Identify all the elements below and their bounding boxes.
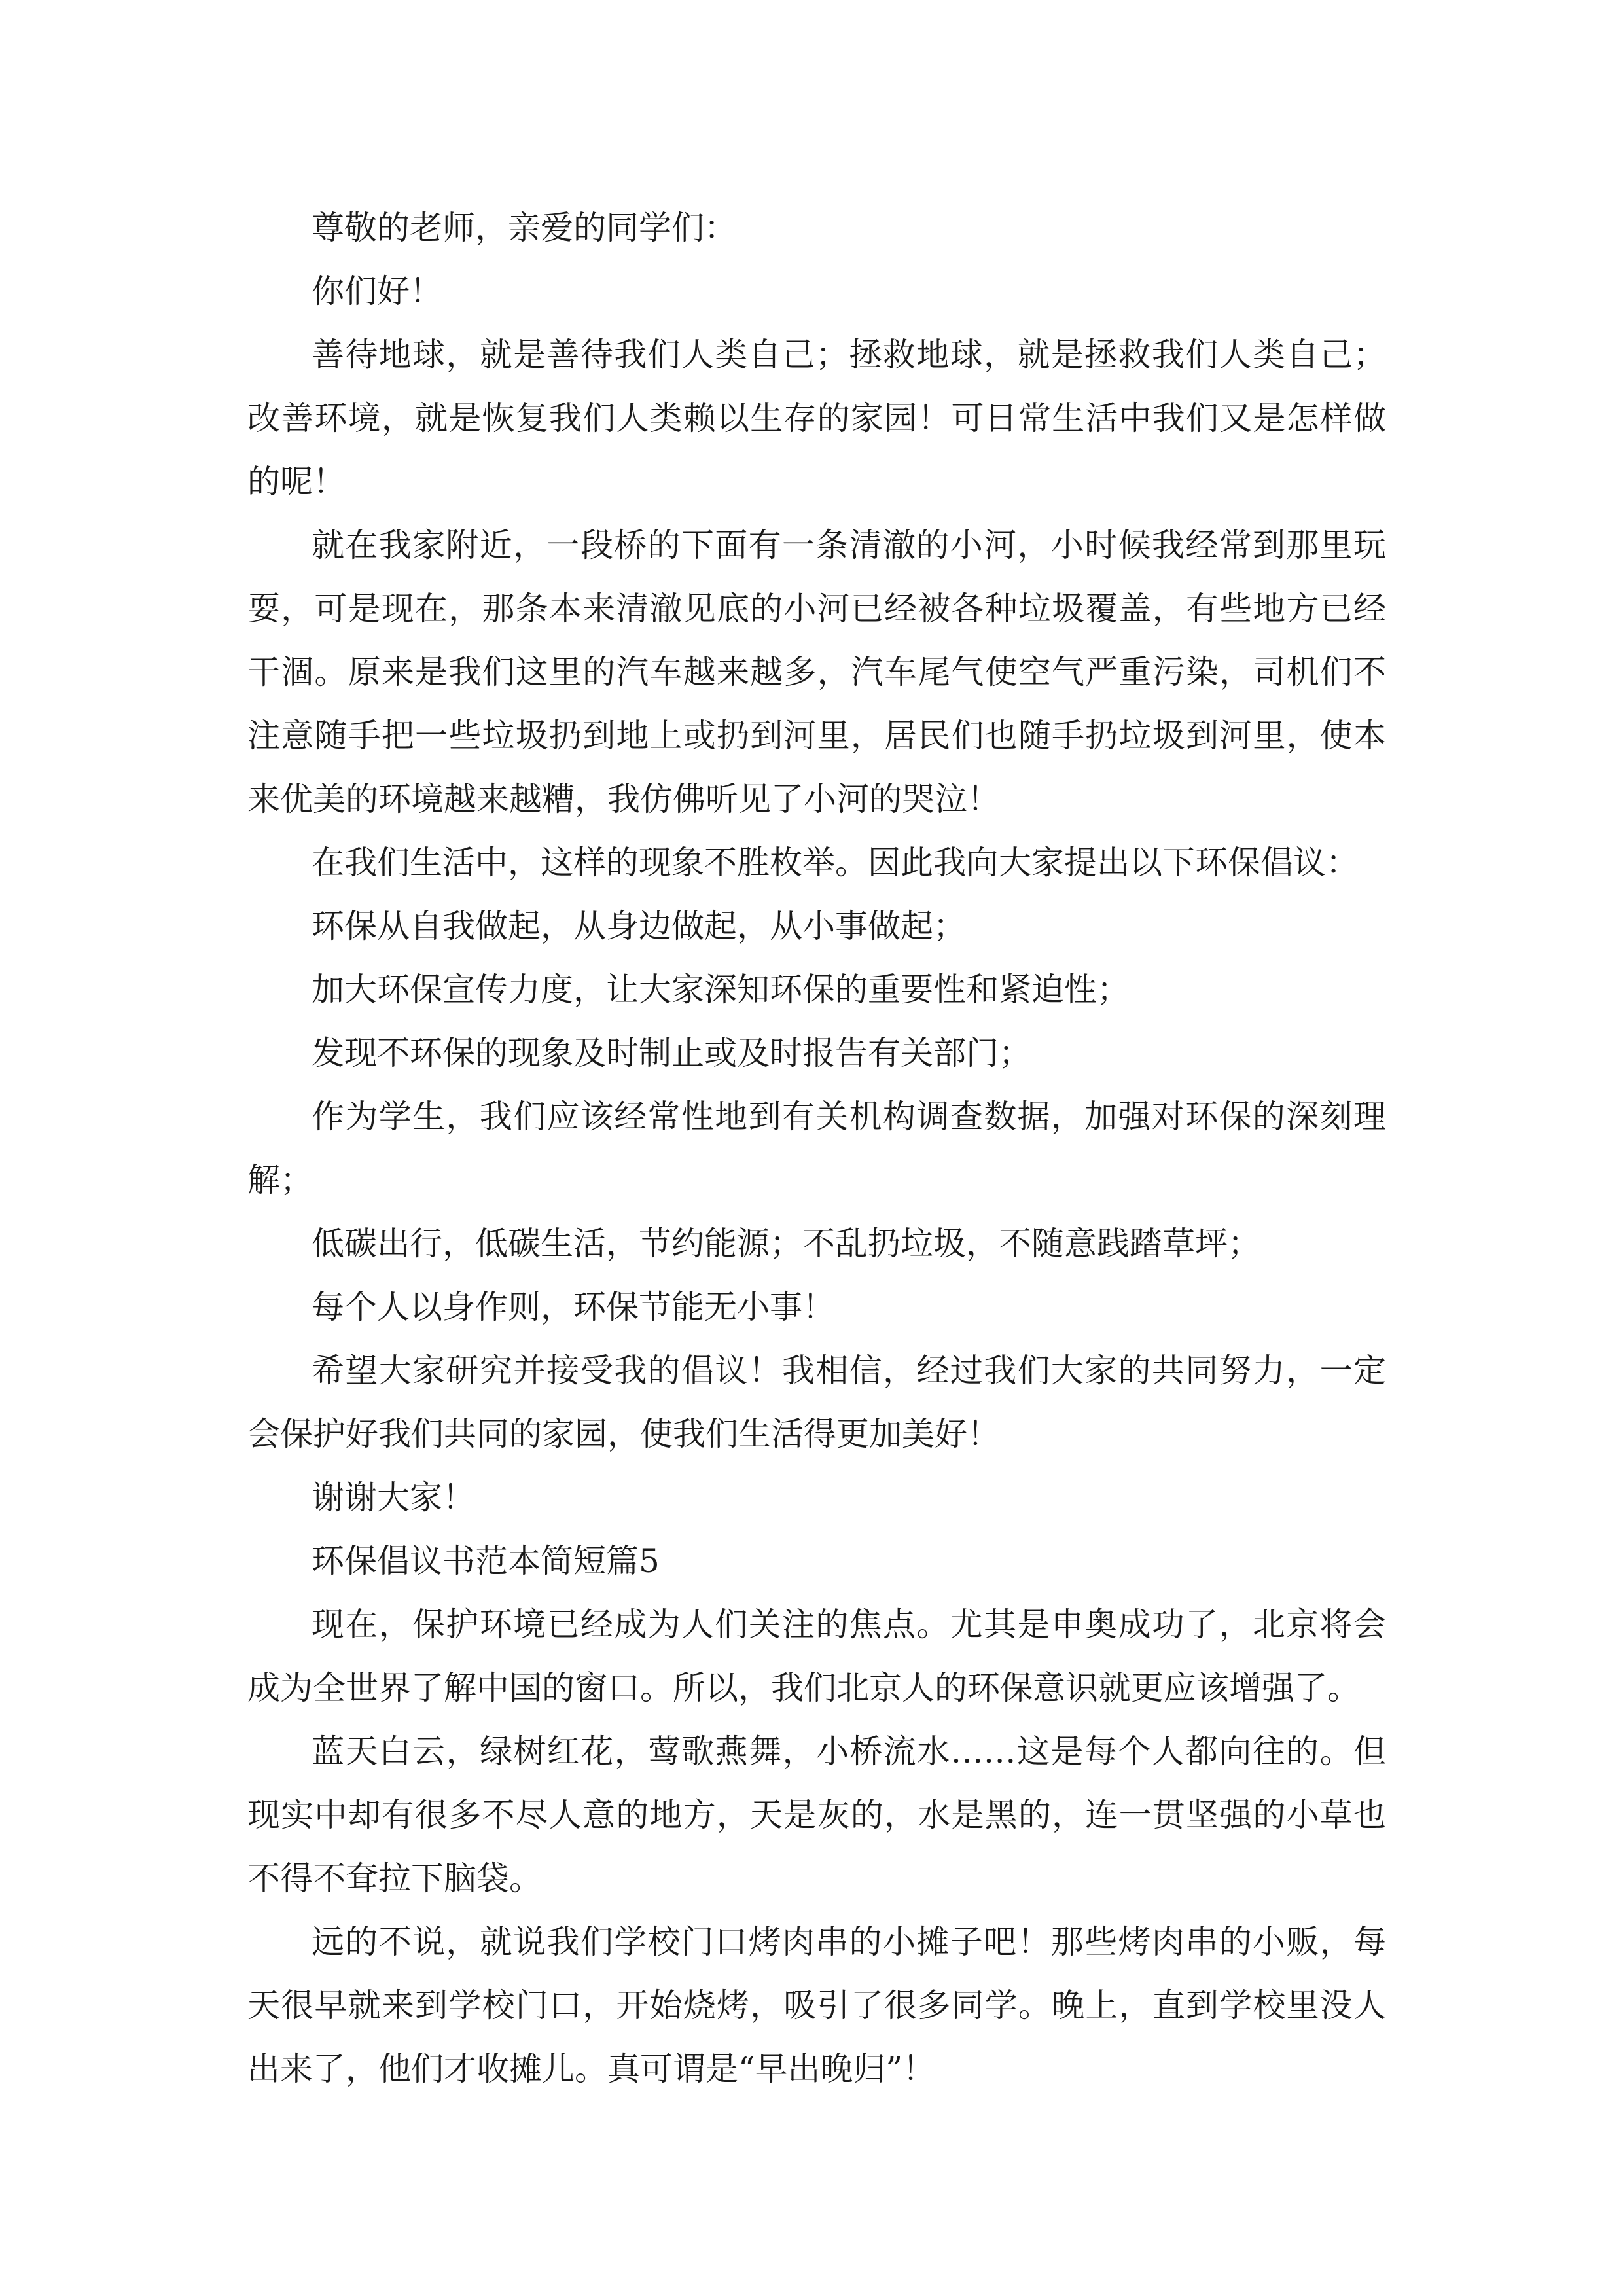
proposal-item: 每个人以身作则，环保节能无小事！ bbox=[312, 1288, 835, 1326]
paragraph: 远的不说，就说我们学校门口烤肉串的小摊子吧！那些烤肉串的小贩，每天很早就来到学校门口，开始烧烤，吸引了很多同学。晚上，直到学校里没人出来了，他们才收摊儿。真可谓是“早出晚归”！ bbox=[247, 1923, 1386, 2088]
paragraph: 善待地球，就是善待我们人类自己；拯救地球，就是拯救我们人类自己；改善环境，就是恢复我们人类赖以生存的家园！可日常生活中我们又是怎样做的呢！ bbox=[247, 336, 1386, 501]
paragraph: 现在，保护环境已经成为人们关注的焦点。尤其是申奥成功了，北京将会成为全世界了解中国的窗口。所以，我们北京人的环保意识就更应该增强了。 bbox=[247, 1605, 1386, 1707]
proposal-item: 作为学生，我们应该经常性地到有关机构调查数据，加强对环保的深刻理解； bbox=[247, 1098, 1386, 1199]
paragraph: 蓝天白云，绿树红花，莺歌燕舞，小桥流水……这是每个人都向往的。但现实中却有很多不尽人意的地方，天是灰的，水是黑的，连一贯坚强的小草也不得不耷拉下脑袋。 bbox=[247, 1732, 1386, 1897]
proposal-item: 发现不环保的现象及时制止或及时报告有关部门； bbox=[312, 1034, 1031, 1072]
section-heading: 环保倡议书范本简短篇5 bbox=[312, 1542, 660, 1580]
paragraph: 就在我家附近，一段桥的下面有一条清澈的小河，小时候我经常到那里玩耍，可是现在，那条本来清澈见底的小河已经被各种垃圾覆盖，有些地方已经干涸。原来是我们这里的汽车越来越多，汽车尾气使空气严重污染，司机们不注意随手把一些垃圾扔到地上或扔到河里，居民们也随手扔垃圾到河里，使本来优美的环境越来越糟，我仿佛听见了小河的哭泣！ bbox=[247, 526, 1386, 818]
proposal-item: 低碳出行，低碳生活，节约能源；不乱扔垃圾，不随意践踏草坪； bbox=[312, 1225, 1260, 1263]
salutation: 尊敬的老师，亲爱的同学们： bbox=[312, 209, 737, 247]
paragraph: 希望大家研究并接受我的倡议！我相信，经过我们大家的共同努力，一定会保护好我们共同的家园，使我们生活得更加美好！ bbox=[247, 1352, 1386, 1453]
proposal-item: 环保从自我做起，从身边做起，从小事做起； bbox=[312, 907, 966, 945]
greeting: 你们好！ bbox=[312, 272, 442, 310]
closing: 谢谢大家！ bbox=[312, 1479, 475, 1516]
document-body bbox=[247, 196, 1386, 2101]
paragraph: 在我们生活中，这样的现象不胜枚举。因此我向大家提出以下环保倡议： bbox=[312, 844, 1359, 882]
proposal-item: 加大环保宣传力度，让大家深知环保的重要性和紧迫性； bbox=[312, 971, 1130, 1009]
